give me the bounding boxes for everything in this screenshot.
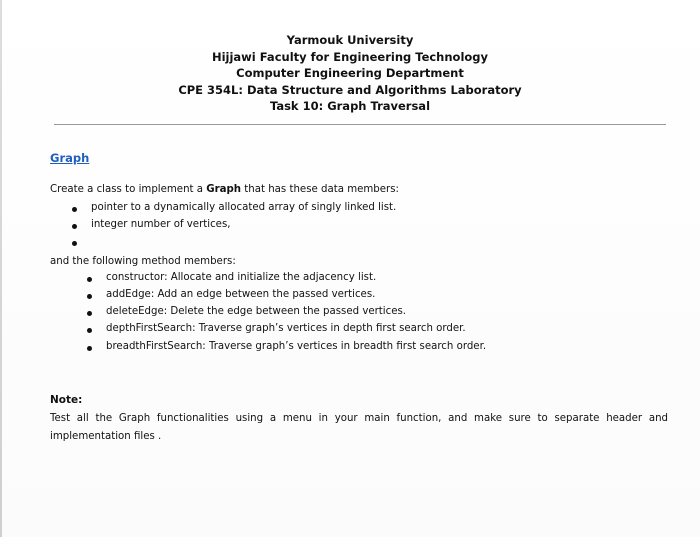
- intro-text: [50, 184, 399, 195]
- header-divider: [54, 124, 666, 125]
- list-item: integer number of vertices,: [91, 219, 231, 230]
- bullet-dot: [87, 328, 92, 333]
- note-title: Note:: [50, 394, 83, 406]
- list-item: deleteEdge: Delete the edge between the passed vertices.: [106, 306, 407, 317]
- methods-intro: and the following method members:: [50, 256, 236, 267]
- note-text: [50, 410, 668, 446]
- bullet-dot: [72, 241, 77, 246]
- section-title: Graph: [50, 151, 90, 165]
- document-header: [0, 32, 700, 115]
- intro-post: that has these data members:: [241, 184, 399, 195]
- department-name: Computer Engineering Department: [236, 66, 464, 80]
- task-title: Task 10: Graph Traversal: [269, 99, 431, 113]
- intro-pre: Create a class to implement a: [50, 184, 207, 195]
- list-item: constructor: Allocate and initialize the adjacency list.: [106, 272, 377, 283]
- bullet-dot: [72, 224, 77, 229]
- university-name: Yarmouk University: [286, 33, 414, 47]
- intro-bold: Graph: [206, 184, 242, 195]
- list-item: pointer to a dynamically allocated array of singly linked list.: [91, 202, 397, 213]
- list-item: addEdge: Add an edge between the passed vertices.: [106, 289, 376, 300]
- note-line-1: Test all the Graph functionalities using a menu in your main function, and make sure to separate header and: [50, 413, 668, 424]
- course-title: CPE 354L: Data Structure and Algorithms Laboratory: [178, 82, 522, 97]
- list-item: breadthFirstSearch: Traverse graph’s vertices in breadth first search order.: [106, 341, 487, 352]
- bullet-dot: [72, 207, 77, 212]
- bullet-dot: [87, 277, 92, 282]
- faculty-name: Hijjawi Faculty for Engineering Technology: [211, 49, 489, 64]
- list-item: depthFirstSearch: Traverse graph’s vertices in depth first search order.: [106, 323, 466, 334]
- note-line-2: implementation files .: [50, 431, 162, 442]
- bullet-dot: [87, 346, 92, 351]
- bullet-dot: [87, 294, 92, 299]
- bullet-dot: [87, 311, 92, 316]
